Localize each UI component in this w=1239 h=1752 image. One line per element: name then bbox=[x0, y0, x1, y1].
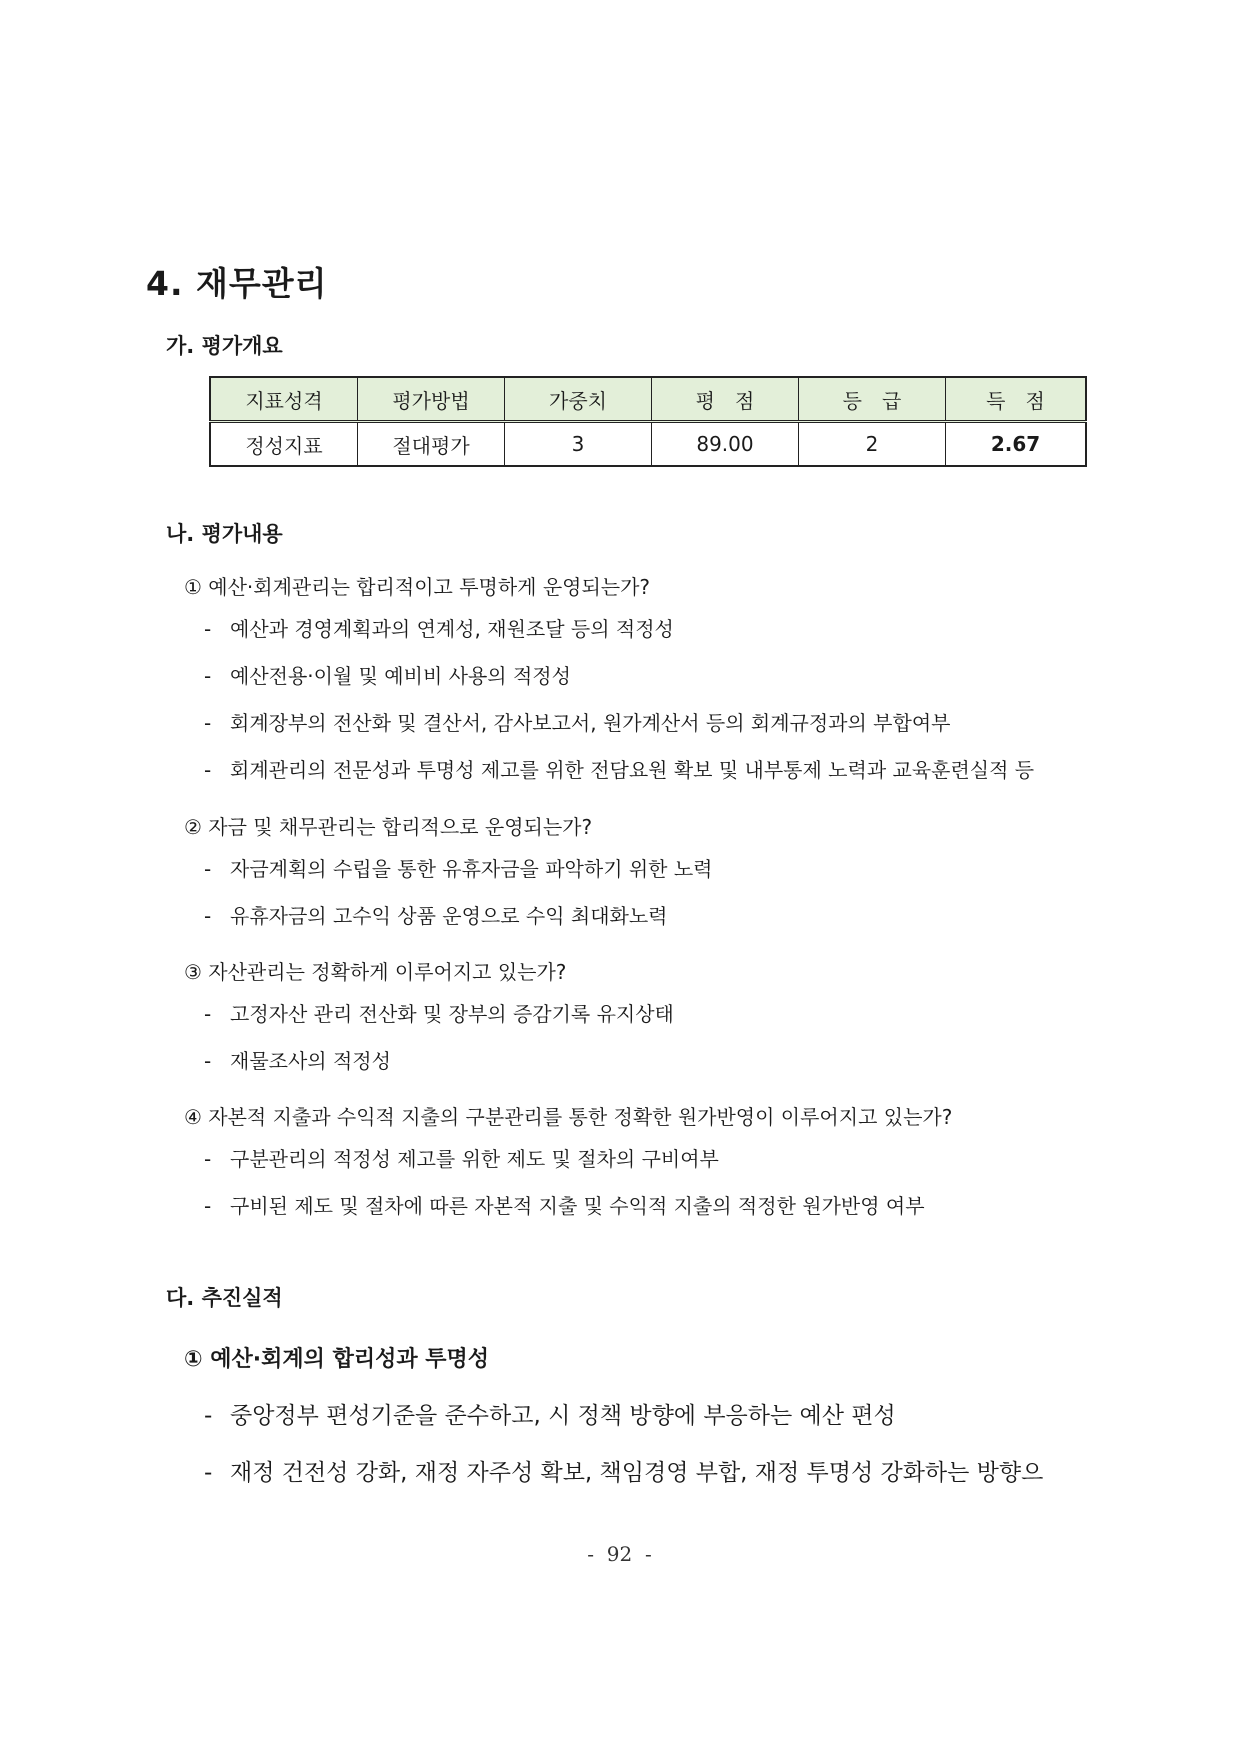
page-number: - 92 - bbox=[587, 1542, 652, 1566]
section-title: 4. 재무관리 bbox=[146, 264, 328, 303]
content-heading: 나. 평가내용 bbox=[166, 522, 283, 546]
table-header: 평 점 bbox=[652, 377, 799, 422]
table-cell: 89.00 bbox=[652, 422, 799, 467]
list-item: - 회계장부의 전산화 및 결산서, 감사보고서, 원가계산서 등의 회계규정과의 부합여부 bbox=[204, 711, 951, 735]
dash-bullet: - bbox=[204, 758, 212, 782]
list-item: - 중앙정부 편성기준을 준수하고, 시 정책 방향에 부응하는 예산 편성 bbox=[204, 1403, 896, 1429]
dash-bullet: - bbox=[204, 1460, 213, 1486]
table-row bbox=[210, 422, 1086, 467]
question-4: ④ 자본적 지출과 수익적 지출의 구분관리를 통한 정확한 원가반영이 이루어지고 있는가? bbox=[184, 1105, 953, 1129]
table-cell: 정성지표 bbox=[210, 422, 358, 467]
list-item: - 고정자산 관리 전산화 및 장부의 증감기록 유지상태 bbox=[204, 1002, 674, 1026]
dash-bullet: - bbox=[204, 617, 212, 641]
question-2: ② 자금 및 채무관리는 합리적으로 운영되는가? bbox=[184, 815, 593, 839]
list-item: - 재정 건전성 강화, 재정 자주성 확보, 책임경영 부합, 재정 투명성 강화하는 방향으 bbox=[204, 1460, 1044, 1486]
table-header: 지표성격 bbox=[210, 377, 358, 422]
list-item: - 예산전용·이월 및 예비비 사용의 적정성 bbox=[204, 664, 571, 688]
dash-bullet: - bbox=[204, 664, 212, 688]
question-3: ③ 자산관리는 정확하게 이루어지고 있는가? bbox=[184, 960, 567, 984]
list-item: - 예산과 경영계획과의 연계성, 재원조달 등의 적정성 bbox=[204, 617, 674, 641]
table-header: 평가방법 bbox=[358, 377, 505, 422]
list-item: - 구비된 제도 및 절차에 따른 자본적 지출 및 수익적 지출의 적정한 원가반영 여부 bbox=[204, 1194, 925, 1218]
evaluation-table bbox=[209, 376, 1087, 467]
dash-bullet: - bbox=[204, 1049, 212, 1073]
table-cell: 절대평가 bbox=[358, 422, 505, 467]
performance-subheading: ① 예산·회계의 합리성과 투명성 bbox=[184, 1347, 489, 1372]
table-cell: 3 bbox=[505, 422, 652, 467]
dash-bullet: - bbox=[204, 711, 212, 735]
list-item: - 자금계획의 수립을 통한 유휴자금을 파악하기 위한 노력 bbox=[204, 857, 713, 881]
list-item: - 구분관리의 적정성 제고를 위한 제도 및 절차의 구비여부 bbox=[204, 1147, 719, 1171]
dash-bullet: - bbox=[204, 1002, 212, 1026]
table-header: 등 급 bbox=[799, 377, 946, 422]
list-item: - 재물조사의 적정성 bbox=[204, 1049, 391, 1073]
dash-bullet: - bbox=[204, 857, 212, 881]
performance-heading: 다. 추진실적 bbox=[166, 1286, 283, 1310]
table-header-row bbox=[210, 377, 1086, 422]
table-header: 득 점 bbox=[946, 377, 1087, 422]
list-item: - 회계관리의 전문성과 투명성 제고를 위한 전담요원 확보 및 내부통제 노력과 교육훈련실적 등 bbox=[204, 758, 1035, 782]
dash-bullet: - bbox=[204, 904, 212, 928]
table-cell: 2 bbox=[799, 422, 946, 467]
overview-heading: 가. 평가개요 bbox=[166, 334, 283, 358]
list-item: - 유휴자금의 고수익 상품 운영으로 수익 최대화노력 bbox=[204, 904, 668, 928]
table-cell-score: 2.67 bbox=[946, 422, 1087, 467]
dash-bullet: - bbox=[204, 1147, 212, 1171]
table-header: 가중치 bbox=[505, 377, 652, 422]
dash-bullet: - bbox=[204, 1194, 212, 1218]
dash-bullet: - bbox=[204, 1403, 213, 1429]
question-1: ① 예산·회계관리는 합리적이고 투명하게 운영되는가? bbox=[184, 575, 651, 599]
